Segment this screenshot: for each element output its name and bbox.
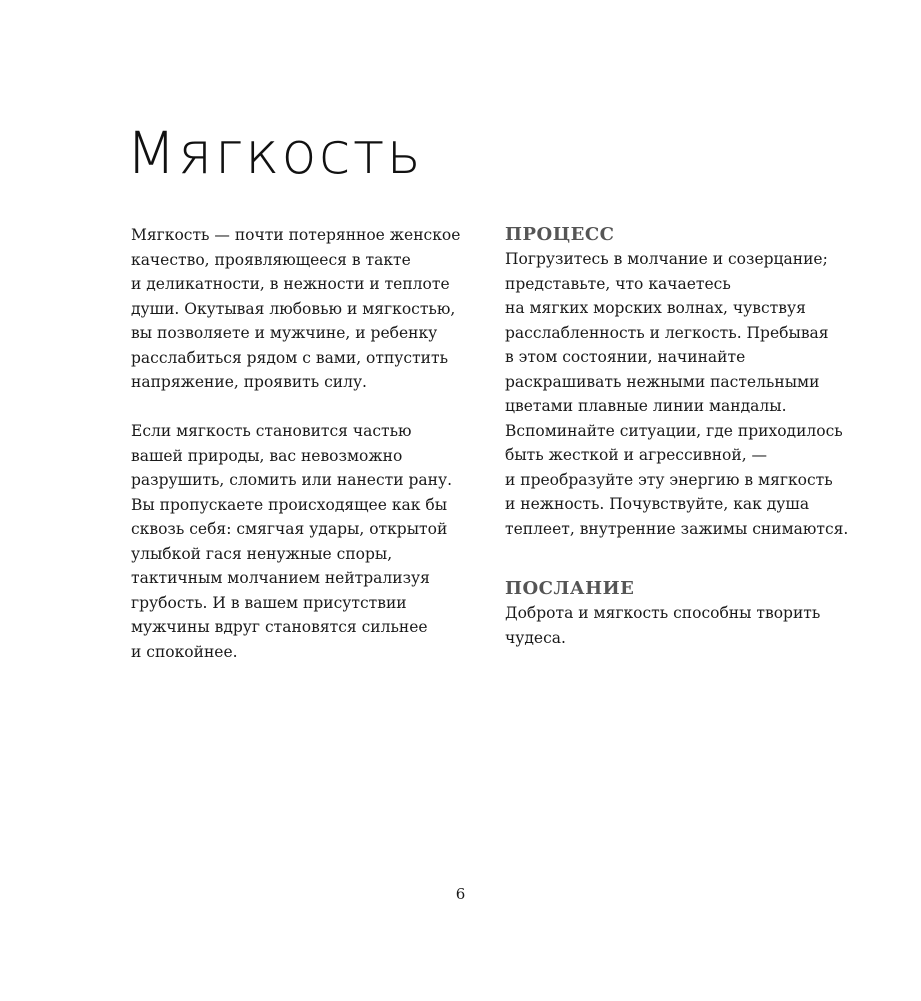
page-number: 6	[455, 885, 466, 903]
intro-column	[131, 223, 461, 664]
intro-paragraph-2	[131, 419, 461, 664]
paragraph-gap	[131, 395, 461, 420]
text-line: раскрашивать нежными пастельными	[505, 372, 820, 391]
text-line: сквозь себя: смягчая удары, открытой	[131, 520, 448, 538]
process-heading: ПРОЦЕСС	[505, 224, 615, 245]
text-line: Вспоминайте ситуации, где приходилось	[505, 421, 843, 440]
message-section	[505, 577, 845, 650]
message-heading: ПОСЛАНИЕ	[505, 578, 635, 599]
text-line: расслабленность и легкость. Пребывая	[505, 323, 829, 342]
text-line: напряжение, проявить силу.	[131, 373, 367, 391]
process-text	[505, 247, 849, 541]
instructions-column	[505, 223, 849, 650]
text-line: чудеса.	[505, 628, 566, 647]
text-line: разрушить, сломить или нанести рану.	[131, 471, 453, 489]
text-line: улыбкой гася ненужные споры,	[131, 544, 393, 563]
text-line: цветами плавные линии мандалы.	[505, 397, 787, 415]
text-line: быть жесткой и агрессивной, —	[505, 446, 768, 464]
text-line: и деликатности, в нежности и теплоте	[131, 275, 450, 293]
text-line: расслабиться рядом с вами, отпустить	[131, 348, 449, 367]
text-line: теплеет, внутренние зажимы снимаются.	[505, 519, 849, 538]
text-line: и преобразуйте эту энергию в мягкость	[505, 470, 833, 489]
text-line: вы позволяете и мужчине, и ребенку	[131, 324, 438, 342]
text-line: представьте, что качаетесь	[505, 274, 731, 293]
intro-paragraph-1	[131, 223, 461, 395]
text-line: в этом состоянии, начинайте	[505, 348, 746, 366]
page-title: Мягкость	[126, 119, 423, 187]
text-line: Если мягкость становится частью	[131, 422, 412, 440]
text-line: и спокойнее.	[131, 642, 238, 661]
text-line: Мягкость — почти потерянное женское	[131, 226, 461, 244]
text-line: Погрузитесь в молчание и созерцание;	[505, 250, 828, 268]
text-line: на мягких морских волнах, чувствуя	[505, 299, 806, 317]
text-line: тактичным молчанием нейтрализуя	[131, 569, 430, 587]
text-line: души. Окутывая любовью и мягкостью,	[131, 299, 456, 318]
text-line: Вы пропускаете происходящее как бы	[131, 495, 448, 514]
message-text	[505, 601, 845, 650]
text-line: Доброта и мягкость способны творить	[505, 604, 821, 622]
text-line: вашей природы, вас невозможно	[131, 446, 403, 465]
text-line: грубость. И в вашем присутствии	[131, 593, 407, 612]
text-line: мужчины вдруг становятся сильнее	[131, 618, 428, 636]
text-line: качество, проявляющееся в такте	[131, 250, 411, 269]
process-section	[505, 223, 849, 541]
text-line: и нежность. Почувствуйте, как душа	[505, 495, 810, 513]
